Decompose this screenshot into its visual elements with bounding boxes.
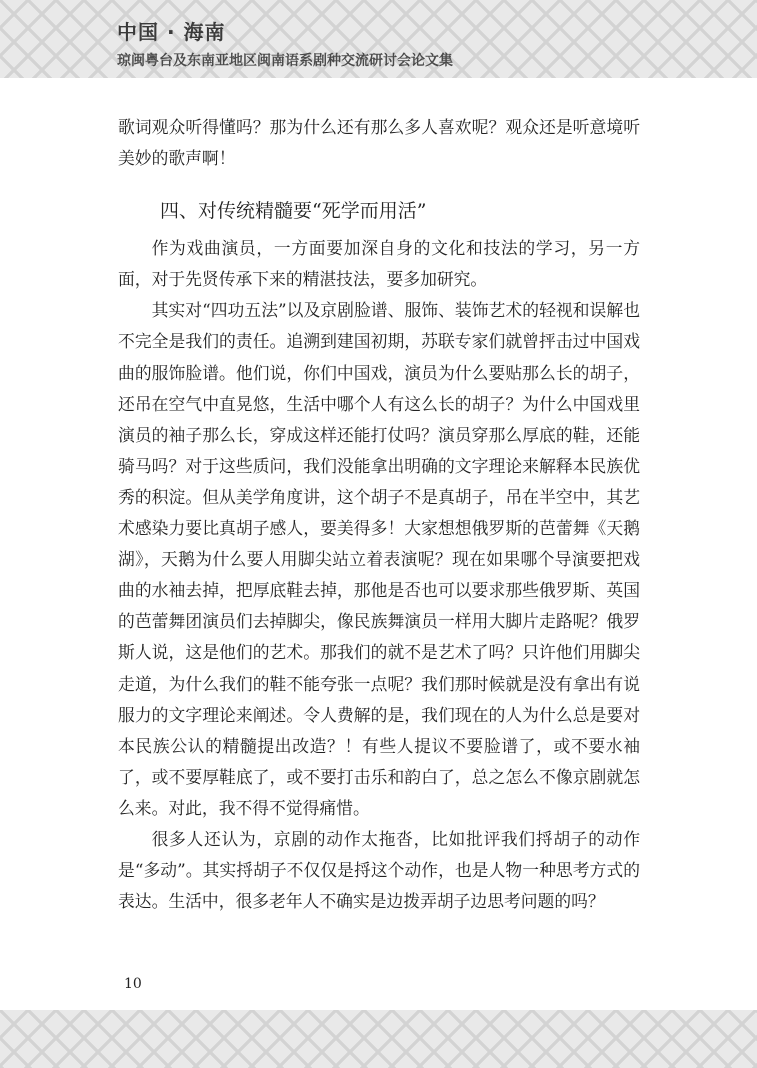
body-paragraph-1: 作为戏曲演员，一方面要加深自身的文化和技法的学习，另一方面，对于先贤传承下来的精湛技法，要多加研究。 xyxy=(118,238,640,290)
header-subtitle: 琼闽粤台及东南亚地区闽南语系剧种交流研讨会论文集 xyxy=(117,53,453,69)
section-heading: 四、对传统精髓要“死学而用活” xyxy=(160,200,427,223)
header-title: 中国 · 海南 xyxy=(117,20,226,44)
footer-band xyxy=(0,1010,757,1068)
page-number: 10 xyxy=(124,976,142,992)
body-paragraph-3: 很多人还认为，京剧的动作太拖沓，比如批评我们捋胡子的动作是“多动”。其实捋胡子不仅仅是捋这个动作，也是人物一种思考方式的表达。生活中，很多老年人不确实是边拨弄胡子边思考问题的吗？ xyxy=(118,828,640,912)
page-body xyxy=(118,112,640,917)
body-paragraph-2: 其实对“四功五法”以及京剧脸谱、服饰、装饰艺术的轻视和误解也不完全是我们的责任。追溯到建国初期，苏联专家们就曾抨击过中国戏曲的服饰脸谱。他们说，你们中国戏，演员为什么要贴那么长的胡子，还吊在空气中直晃悠，生活中哪个人有这么长的胡子？为什么中国戏里演员的袖子那么长，穿成这样还能打仗吗？演员穿那么厚底的鞋，还能骑马吗？对于这些质问，我们没能拿出明确的文字理论来解释本民族优秀的积淀。但从美学角度讲，这个胡子不是真胡子，吊在半空中，其艺术感染力要比真胡子感人，要美得多！大家想想俄罗斯的芭蕾舞《天鹅湖》，天鹅为什么要人用脚尖站立着表演呢？现在如果哪个导演要把戏曲的水袖去掉，把厚底鞋去掉，那他是否也可以要求那些俄罗斯、英国的芭蕾舞团演员们去掉脚尖，像民族舞演员一样用大脚片走路呢？俄罗斯人说，这是他们的艺术。那我们的就不是艺术了吗？只许他们用脚尖走道，为什么我们的鞋不能夸张一点呢？我们那时候就是没有拿出有说服力的文字理论来阐述。令人费解的是，我们现在的人为什么总是要对本民族公认的精髓提出改造？！有些人提议不要脸谱了，或不要水袖了，或不要厚鞋底了，或不要打击乐和韵白了，总之怎么不像京剧就怎么来。对此，我不得不觉得痛惜。 xyxy=(118,300,640,818)
continuation-paragraph: 歌词观众听得懂吗？那为什么还有那么多人喜欢呢？观众还是听意境听美妙的歌声啊！ xyxy=(118,117,640,169)
